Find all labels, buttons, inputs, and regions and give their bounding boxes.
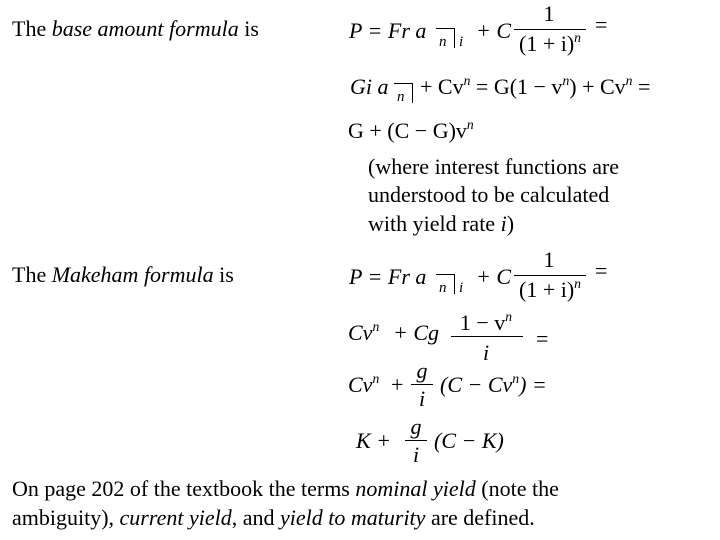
makeham-line1-sub-i: i [459,280,464,296]
makeham-label: The Makeham formula is [12,262,234,287]
base-note-line2: understood to be calculated [368,182,610,207]
makeham-frac1-den: $(1 + i)^n$ [519,276,581,302]
makeham-line4-k: K + [356,428,392,453]
makeham-frac3-den: i [418,386,426,411]
base-line1-equals: = [595,12,608,37]
makeham-term: Makeham formula [51,262,214,287]
makeham-frac3-num: g [416,358,428,383]
annuity-angle-side [412,83,413,103]
makeham-line1-equals: = [595,258,608,283]
base-line2-gia: Gi a [350,74,389,99]
makeham-line1-plus-c: + C [476,264,512,289]
base-line2-sub-n: n [397,89,405,105]
term-nominal-yield: nominal yield [355,476,476,501]
makeham-line3-expr: $(C - Cv^n)$ = [440,371,547,397]
base-line1-lhs: P = Fr a [349,18,427,43]
makeham-frac2-rule [451,336,523,337]
base-note-line1: (where interest functions are [368,154,620,179]
makeham-line2-cg: + Cg [393,320,440,345]
makeham-frac2-den: i [482,340,490,365]
base-amount-term: base amount formula [51,16,239,41]
makeham-line2-cv: Cv$^n$ [348,319,380,345]
annuity-angle-top [436,274,454,275]
footer-line2: ambiguity), current yield, and yield to maturity are defined. [12,505,535,530]
base-note-line3: with yield rate i) [368,211,515,236]
base-line3-expr: $G + (C - G)v^n$ [348,117,474,143]
makeham-line3-plus: + [391,372,404,397]
makeham-frac2-num: $1 - v^n$ [459,309,513,335]
annuity-angle-top [394,83,412,84]
makeham-line1-lhs: P = Fr a [349,264,427,289]
footer-line1: On page 202 of the textbook the terms nominal yield (note the [12,476,559,501]
makeham-frac1-num: 1 [543,247,555,272]
makeham-frac4-num: g [410,414,422,439]
annuity-angle-side [454,274,455,294]
makeham-line4-expr: (C − K) [434,428,504,453]
annuity-angle-side [454,28,455,48]
makeham-frac4-den: i [412,442,420,467]
term-current-yield: current yield [119,505,232,530]
base-line2-expr: + $Cv^n = G(1 - v^n) + Cv^n$ = [420,73,651,99]
base-frac1-num: 1 [543,1,555,26]
makeham-line2-equals: = [536,326,549,351]
base-amount-label: The base amount formula is [12,16,259,41]
base-line1-plus-c: + C [476,18,512,43]
base-frac1-den: $(1 + i)^n$ [519,30,581,56]
base-line1-sub-n: n [439,34,447,50]
annuity-angle-top [436,28,454,29]
base-line1-sub-i: i [459,34,464,50]
makeham-line1-sub-n: n [439,280,447,296]
term-yield-to-maturity: yield to maturity [280,505,426,530]
makeham-line3-cv: Cv$^n$ [348,371,380,397]
